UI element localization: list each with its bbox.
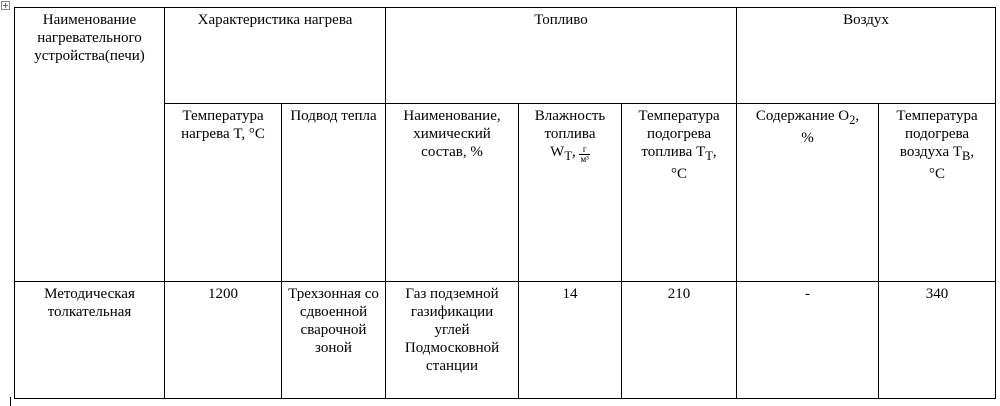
cell-air-temp: 340 — [879, 282, 996, 399]
subheader-air-temp: Температура подогрева воздуха $T_B$, °С — [879, 104, 996, 282]
page-edge-marker — [10, 397, 11, 406]
cell-o2: - — [737, 282, 879, 399]
o2-unit: % — [801, 130, 814, 146]
fuel-temp-unit: °С — [671, 166, 688, 182]
subheader-fuel-humidity: Влажность топлива $W_T$, $\frac{г}{\text{м³}}$ — [519, 104, 622, 282]
heating-spec-table — [14, 7, 996, 399]
subheader-fuel-name: Наименование, химический состав, % — [386, 104, 519, 282]
subheader-air-o2: Содержание $O_2$, % — [737, 104, 879, 282]
o2-label: Содержание O — [755, 108, 850, 124]
subheader-fuel-temp: Температура подогрева топлива $T_T$, °С — [622, 104, 737, 282]
header-air: Воздух — [737, 8, 996, 104]
air-temp-subscript: B — [962, 149, 971, 163]
humidity-subscript: T — [564, 149, 572, 163]
air-temp-label: Температура подогрева воздуха T — [896, 108, 978, 160]
fuel-temp-label: Температура подогрева топлива T — [638, 108, 720, 160]
header-device-name: Наименование нагревательного устройства(печи) — [15, 8, 165, 282]
cell-device: Методическая толкательная — [15, 282, 165, 399]
humidity-label: Влажность топлива — [534, 108, 606, 142]
subheader-heat-supply: Подвод тепла — [282, 104, 386, 282]
cell-fuel-temp: 210 — [622, 282, 737, 399]
subheader-heat-temp: Температура нагрева T, °С — [165, 104, 282, 282]
cell-supply: Трехзонная со сдвоенной сварочной зоной — [282, 282, 386, 399]
cell-temp: 1200 — [165, 282, 282, 399]
o2-subscript: 2 — [849, 113, 856, 127]
air-temp-unit: °С — [929, 166, 946, 182]
fuel-temp-subscript: T — [705, 149, 713, 163]
humidity-unit-numerator: г — [579, 145, 589, 155]
humidity-symbol: W — [550, 144, 565, 160]
header-row — [15, 8, 996, 104]
header-heating: Характеристика нагрева — [165, 8, 386, 104]
cell-fuel-name: Газ подземной газификации углей Подмосковной станции — [386, 282, 519, 399]
table-row — [15, 282, 996, 399]
humidity-unit-fraction — [579, 145, 589, 164]
header-fuel: Топливо — [386, 8, 737, 104]
humidity-unit-denominator: м³ — [580, 154, 589, 164]
table-move-handle-icon[interactable] — [1, 1, 10, 10]
cell-humidity: 14 — [519, 282, 622, 399]
